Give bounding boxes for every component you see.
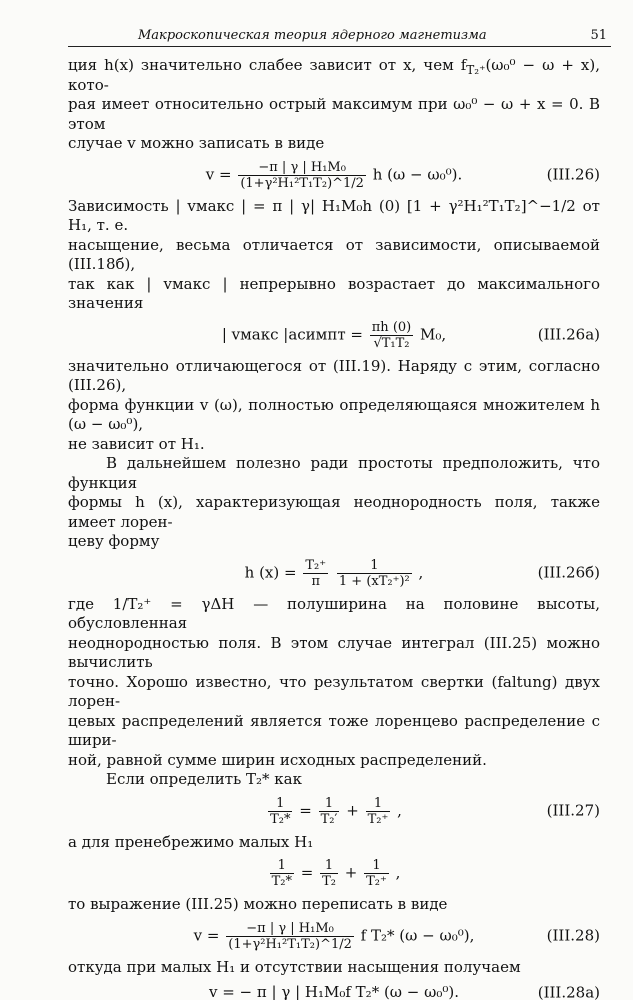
equation-III-28a: v = − π | γ | H₁M₀f T₂* (ω − ω₀⁰). (III.28а) [68,983,600,1000]
paragraph-4: В дальнейшем полезно ради простоты предположить, что функция формы h (x), характеризующая неоднородность поля, также имеет лорен- цеву форму [68,454,600,550]
paragraph-3: значительно отличающегося от (III.19). Наряду с этим, согласно (III.26), форма функции v (ω), полностью определяющаяся множителем h (ω − ω₀⁰), не зависит от H₁. [68,356,600,453]
equation-number: (III.27) [546,801,600,820]
equation-III-27-small-H1: $\frac{1}{\text{T₂*}}$ = $\frac{1}{\text{T₂}}$ + $\frac{1}{\text{T₂⁺}}$ , [271,858,401,889]
paragraph-6: Если определить T₂* как [106,770,303,788]
equation-number: (III.28) [546,926,600,945]
equation-number: (III.28а) [537,983,600,1000]
equation-number: (III.26) [546,165,600,184]
page-number: 51 [590,28,607,43]
equation-number: (III.26а) [537,325,600,344]
equation-III-26b: h (x) = $\frac{\text{T₂⁺}}{\pi}$ $\frac{1}{\text{1 + (xT₂⁺)²}}$ , (III.26б) [244,557,600,589]
paragraph-9: откуда при малых H₁ и отсутствии насыщения получаем [68,957,521,976]
running-header [68,20,611,47]
paragraph-5: где 1/T₂⁺ = γΔH — полуширина на половине высоты, обусловленная неоднородностью поля. В этом случае интеграл (III.25) можно вычислить точно. Хорошо известно, что результатом свертки (faltung) двух лорен- цевых распределений является тоже лоренцево распределение с шири- ной, равной сумме ширин исходных распределений. [68,594,600,769]
running-title: Макроскопическая теория ядерного магнетизма [138,28,487,43]
paragraph-2: Зависимость | vмакс | = π | γ| H₁M₀h (0) [1 + γ²H₁²T₁T₂]^−1/2 от H₁, т. е. насыщение, весьма отличается от зависимости, описываемой (III.18б), так как | vмакс | непрерывно возрастает до максимального значения [68,196,600,312]
equation-III-26: v = $\frac{\text{−π | γ | H₁M₀}}{\text{(1+γ²H₁²T₁T₂)\textasciicircum{}1/2}}$ h (ω − ω₀⁰). (III.26) [205,159,600,191]
paragraph-1: ция h(x) значительно слабее зависит от x, чем $f_{T_2^+}(\omega_0^0 - \omega + x)$, кото- рая имеет относительно острый максимум при ω₀⁰ − ω + x = 0. В этом случае v можно записать в виде [68,56,600,152]
equation-III-27: $\frac{1}{\text{T₂*}}$ = $\frac{1}{\text{T₂′}}$ + $\frac{1}{\text{T₂⁺}}$ , (III.27) [270,795,600,827]
equation-III-28: v = $\frac{\text{−π | γ | H₁M₀}}{\text{(1+γ²H₁²T₁T₂)\textasciicircum{}1/2}}$ f T₂* (ω − ω₀⁰), (III.28) [193,920,600,952]
page-body [68,56,600,1000]
equation-III-26a: | vмакс |асимпт = $\frac{\pi h (0)}{\text{√T₁T₂}}$ M₀, (III.26а) [221,319,600,351]
paragraph-8: то выражение (III.25) можно переписать в виде [68,895,448,913]
paragraph-7: а для пренебрежимо малых H₁ [68,832,314,851]
equation-number: (III.26б) [537,563,600,582]
